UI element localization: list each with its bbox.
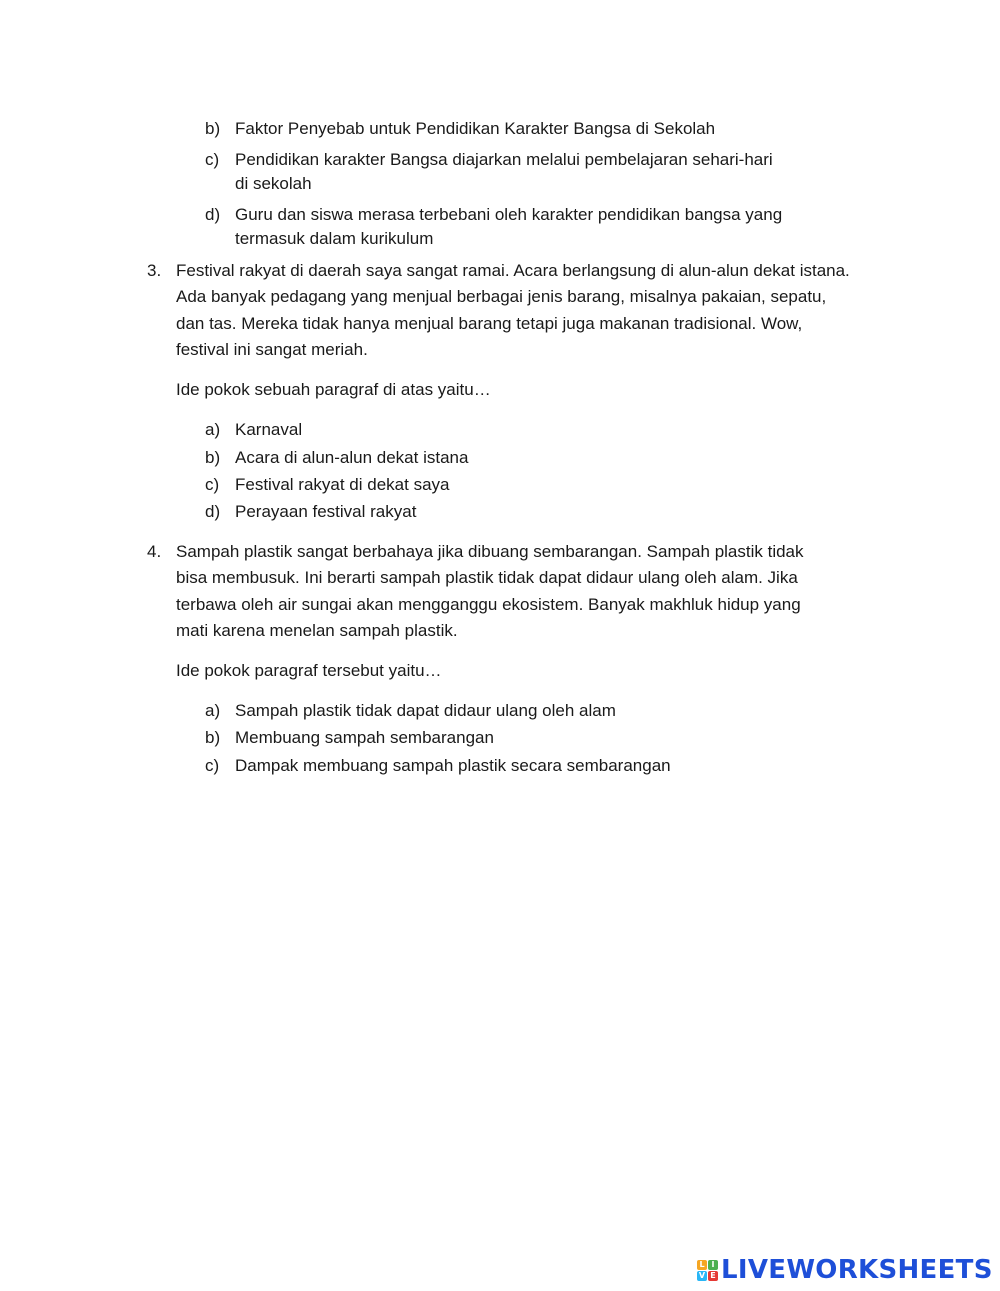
option-label: b)	[205, 448, 221, 467]
option-label: a)	[205, 420, 221, 439]
logo-tile: I	[708, 1260, 718, 1270]
paragraph-line: festival ini sangat meriah.	[176, 340, 368, 359]
option-text: Dampak membuang sampah plastik secara sembarangan	[235, 756, 671, 775]
logo-tile: V	[698, 1270, 706, 1280]
question-prompt: Ide pokok sebuah paragraf di atas yaitu…	[176, 380, 491, 399]
option-text: Guru dan siswa merasa terbebani oleh karakter pendidikan bangsa yang	[235, 205, 783, 224]
paragraph-line: bisa membusuk. Ini berarti sampah plastik tidak dapat didaur ulang oleh alam. Jika	[176, 568, 798, 587]
paragraph-line: Sampah plastik sangat berbahaya jika dibuang sembarangan. Sampah plastik tidak	[176, 542, 804, 561]
option-text: Acara di alun-alun dekat istana	[235, 448, 469, 467]
paragraph-line: Ada banyak pedagang yang menjual berbagai jenis barang, misalnya pakaian, sepatu,	[176, 287, 827, 306]
brand-name: LIVEWORKSHEETS	[721, 1255, 993, 1285]
option-label: c)	[205, 150, 220, 169]
paragraph-line: terbawa oleh air sungai akan mengganggu ekosistem. Banyak makhluk hidup yang	[176, 595, 801, 614]
option-text: Karnaval	[235, 420, 303, 439]
option-label: d)	[205, 205, 221, 224]
option-text: Pendidikan karakter Bangsa diajarkan melalui pembelajaran sehari-hari	[235, 150, 773, 169]
question-prompt: Ide pokok paragraf tersebut yaitu…	[176, 661, 442, 680]
paragraph-line: mati karena menelan sampah plastik.	[176, 621, 458, 640]
option-text: Sampah plastik tidak dapat didaur ulang oleh alam	[235, 701, 616, 720]
option-label: b)	[205, 728, 221, 747]
option-label: a)	[205, 701, 221, 720]
question-number: 4.	[147, 542, 162, 561]
paragraph-line: Festival rakyat di daerah saya sangat ramai. Acara berlangsung di alun-alun dekat istana.	[176, 261, 850, 280]
option-text: Festival rakyat di dekat saya	[235, 475, 450, 494]
option-text: Membuang sampah sembarangan	[235, 728, 494, 747]
option-text-continued: di sekolah	[235, 174, 312, 193]
paragraph-line: dan tas. Mereka tidak hanya menjual barang tetapi juga makanan tradisional. Wow,	[176, 314, 803, 333]
logo-tile: E	[708, 1271, 718, 1281]
logo-tile: L	[697, 1260, 707, 1270]
liveworksheets-logo-icon	[697, 1260, 718, 1281]
option-label: b)	[205, 119, 221, 138]
option-text-continued: termasuk dalam kurikulum	[235, 229, 434, 248]
option-label: c)	[205, 475, 220, 494]
option-text: Faktor Penyebab untuk Pendidikan Karakter Bangsa di Sekolah	[235, 119, 716, 138]
option-label: d)	[205, 502, 221, 521]
question-number: 3.	[147, 261, 162, 280]
option-text: Perayaan festival rakyat	[235, 502, 417, 521]
option-label: c)	[205, 756, 220, 775]
liveworksheets-brand[interactable]	[697, 1255, 993, 1285]
